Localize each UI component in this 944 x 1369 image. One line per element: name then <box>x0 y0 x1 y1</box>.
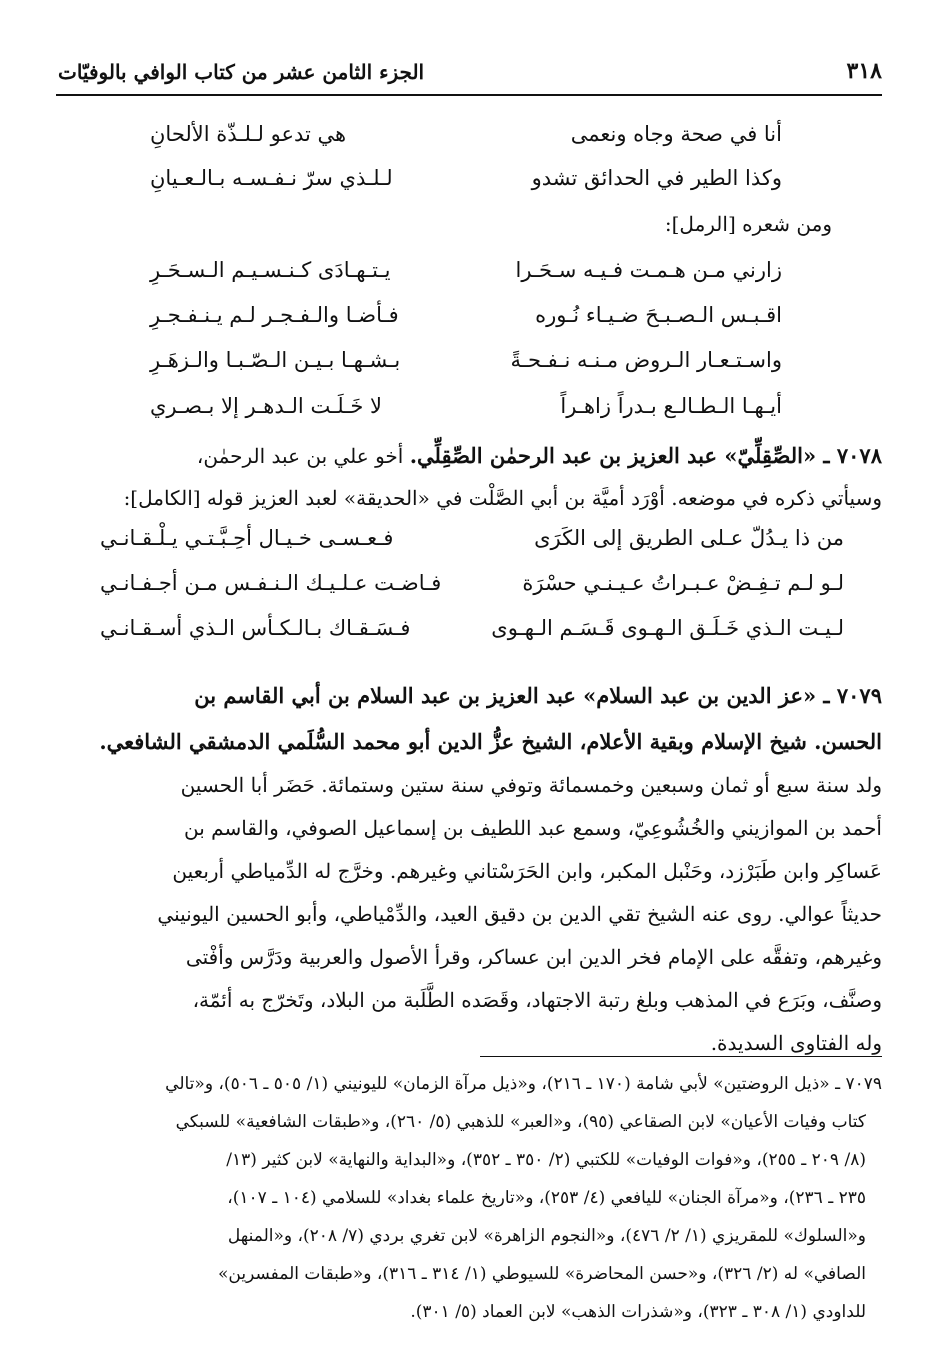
verse-hemistich-first: زارني مـن هـمـت فـيـه سـحَـرا <box>515 258 782 282</box>
verse-hemistich-second: فـاضـت عـلـيـك الـنـفـس مـن أجـفـانـي <box>100 571 442 595</box>
verse-hemistich-second: بـشـهـا بـيـن الـصّـبـا والـزهَـرِ <box>150 348 401 372</box>
page-header <box>56 52 882 92</box>
verse-hemistich-first: لـو لـم تـفِـضْ عـبـراتُ عـيـنـي حسْرَة <box>522 571 844 595</box>
entry-7079-body-line: عَساكِر وابن طَبَرْزد، وحَنْبل المكبر، وابن الحَرَسْتاني وغيرهم. وخرَّج له الدِّمياطي أربعين <box>172 859 882 883</box>
verse-hemistich-first: وكذا الطير في الحدائق تشدو <box>531 166 782 190</box>
footnote-line: الصافي» له (٢/ ٣٢٦)، و«حسن المحاضرة» للسيوطي (١/ ٣١٤ ـ ٣١٦)، و«طبقات المفسرين» <box>218 1264 866 1284</box>
running-title: الجزء الثامن عشر من كتاب الوافي بالوفيّات <box>58 60 425 84</box>
footnote-line: ٧٠٧٩ ـ «ذيل الروضتين» لأبي شامة (١٧٠ ـ ٢١٦)، و«ذيل مرآة الزمان» لليونيني (١/ ٥٠٥ ـ ٥٠٦)، و«تالي <box>165 1074 882 1094</box>
verse-hemistich-first: من ذا يـدُلّ عـلى الطريق إلى الكَرَى <box>534 526 844 550</box>
verse-hemistich-second: يـتـهـادَى كـنـسـيـم الـسـحَـرِ <box>150 258 391 282</box>
verse-line <box>150 122 782 158</box>
verse-hemistich-second: لا خَـلَـت الـدهـر إلا بـصـري <box>150 394 382 418</box>
verse-hemistich-second: فـسَـقـاك بـالـكـأس الـذي أسـقـانـي <box>100 616 411 640</box>
verse-line <box>100 571 844 607</box>
entry-7079-body-line: وغيرهم، وتفقَّه على الإمام فخر الدين ابن عساكر، وقرأ الأصول والعربية ودَرَّس وأفْتى <box>185 945 882 969</box>
verse-line <box>100 616 844 652</box>
entry-7079-body-line: أحمد بن الموازيني والخُشُوعِيّ، وسمع عبد اللطيف بن إسماعيل الصوفي، والقاسم بن <box>184 816 882 840</box>
entry-7078-heading <box>197 443 882 468</box>
footnote-line: للداودي (١/ ٣٠٨ ـ ٣٢٣)، و«شذرات الذهب» لابن العماد (٥/ ٣٠١). <box>410 1302 866 1322</box>
verse-line <box>100 526 844 562</box>
verse-line <box>150 303 782 339</box>
verse-hemistich-first: اقـبـس الـصـبـحَ ضـيـاء نُـوره <box>535 303 782 327</box>
verse-hemistich-first: أنا في صحة وجاه ونعمى <box>570 122 782 146</box>
verse-line <box>150 258 782 294</box>
entry-7079-body-line: وصنَّف، وبَرَع في المذهب وبلغ رتبة الاجتهاد، وقَصَده الطَّلَبة من البلاد، وتَخرّج به أئمّة، <box>192 988 882 1012</box>
verse-hemistich-second: لـلـذي سرّ نـفـسـه بـالـعـيانِ <box>150 166 393 190</box>
verse-hemistich-first: أيـهـا الـطـالـع بـدراً زاهـراً <box>560 394 782 418</box>
entry-7078-line: وسيأتي ذكره في موضعه. أوْرَد أميَّة بن أبي الصَّلْت في «الحديقة» لعبد العزيز قوله [الكامل]: <box>123 486 882 510</box>
footnote-line: ٢٣٥ ـ ٢٣٦)، و«مرآة الجنان» لليافعي (٤/ ٢٥٣)، و«تاريخ علماء بغداد» للسلامي (١٠٤ ـ ١٠٧)، <box>227 1188 866 1208</box>
entry-7079-body-line: ولد سنة سبع أو ثمان وسبعين وخمسمائة وتوفي سنة ستين وستمائة. حَضَر أبا الحسين <box>180 773 882 797</box>
verse-hemistich-first: واسـتـعـار الـروض مـنـه نـفـحـةً <box>510 348 782 372</box>
entry-7078-text: أخو علي بن عبد الرحمٰن، <box>196 444 410 468</box>
verse-intro: ومن شعره [الرمل]: <box>664 212 832 236</box>
footnote-line: (٨/ ٢٠٩ ـ ٢٥٥)، و«فوات الوفيات» للكتبي (٢/ ٣٥٠ ـ ٣٥٢)، و«البداية والنهاية» لابن كثير (١٣/ <box>226 1150 866 1170</box>
entry-7079-body-line: وله الفتاوى السديدة. <box>710 1031 882 1055</box>
verse-hemistich-second: فـعـسـى خـيـال أحِـبَّـتـي يـلْـقـانـي <box>100 526 394 550</box>
header-divider <box>56 94 882 96</box>
verse-hemistich-first: لـيـت الـذي خَـلَـق الـهـوى قَـسَـم الـهـوى <box>491 616 844 640</box>
entry-7079-heading-cont: الحسن. شيخ الإسلام وبقية الأعلام، الشيخ عزُّ الدين أبو محمد السُّلَمي الدمشقي الشافعي. <box>99 729 882 754</box>
verse-hemistich-second: فـأضـا والـفـجـر لـم يـنـفـجـرِ <box>150 303 399 327</box>
entry-7079-heading: ٧٠٧٩ ـ «عز الدين بن عبد السلام» عبد العزيز بن عبد السلام بن أبي القاسم بن <box>194 683 882 708</box>
entry-7079-body-line: حديثاً عوالي. روى عنه الشيخ تقي الدين بن دقيق العيد، والدِّمْياطي، وأبو الحسين اليونيني <box>157 902 882 926</box>
verse-line <box>150 394 782 430</box>
page-number: ٣١٨ <box>846 58 882 84</box>
verse-hemistich-second: هي تدعو لـلـذّة الألحانِ <box>150 122 347 146</box>
verse-line <box>150 166 782 202</box>
verse-line <box>150 348 782 384</box>
footnote-line: كتاب وفيات الأعيان» لابن الصقاعي (٩٥)، و«العبر» للذهبي (٥/ ٢٦٠)، و«طبقات الشافعية» للسبكي <box>175 1112 866 1132</box>
entry-7078-title: ٧٠٧٨ ـ «الصِّقِلِّيّ» عبد العزيز بن عبد الرحمٰن الصِّقِلِّي. <box>409 443 882 468</box>
footnote-divider <box>480 1056 882 1057</box>
footnote-line: و«السلوك» للمقريزي (١/ ٢/ ٤٧٦)، و«النجوم الزاهرة» لابن تغري بردي (٧/ ٢٠٨)، و«المنهل <box>227 1226 866 1246</box>
